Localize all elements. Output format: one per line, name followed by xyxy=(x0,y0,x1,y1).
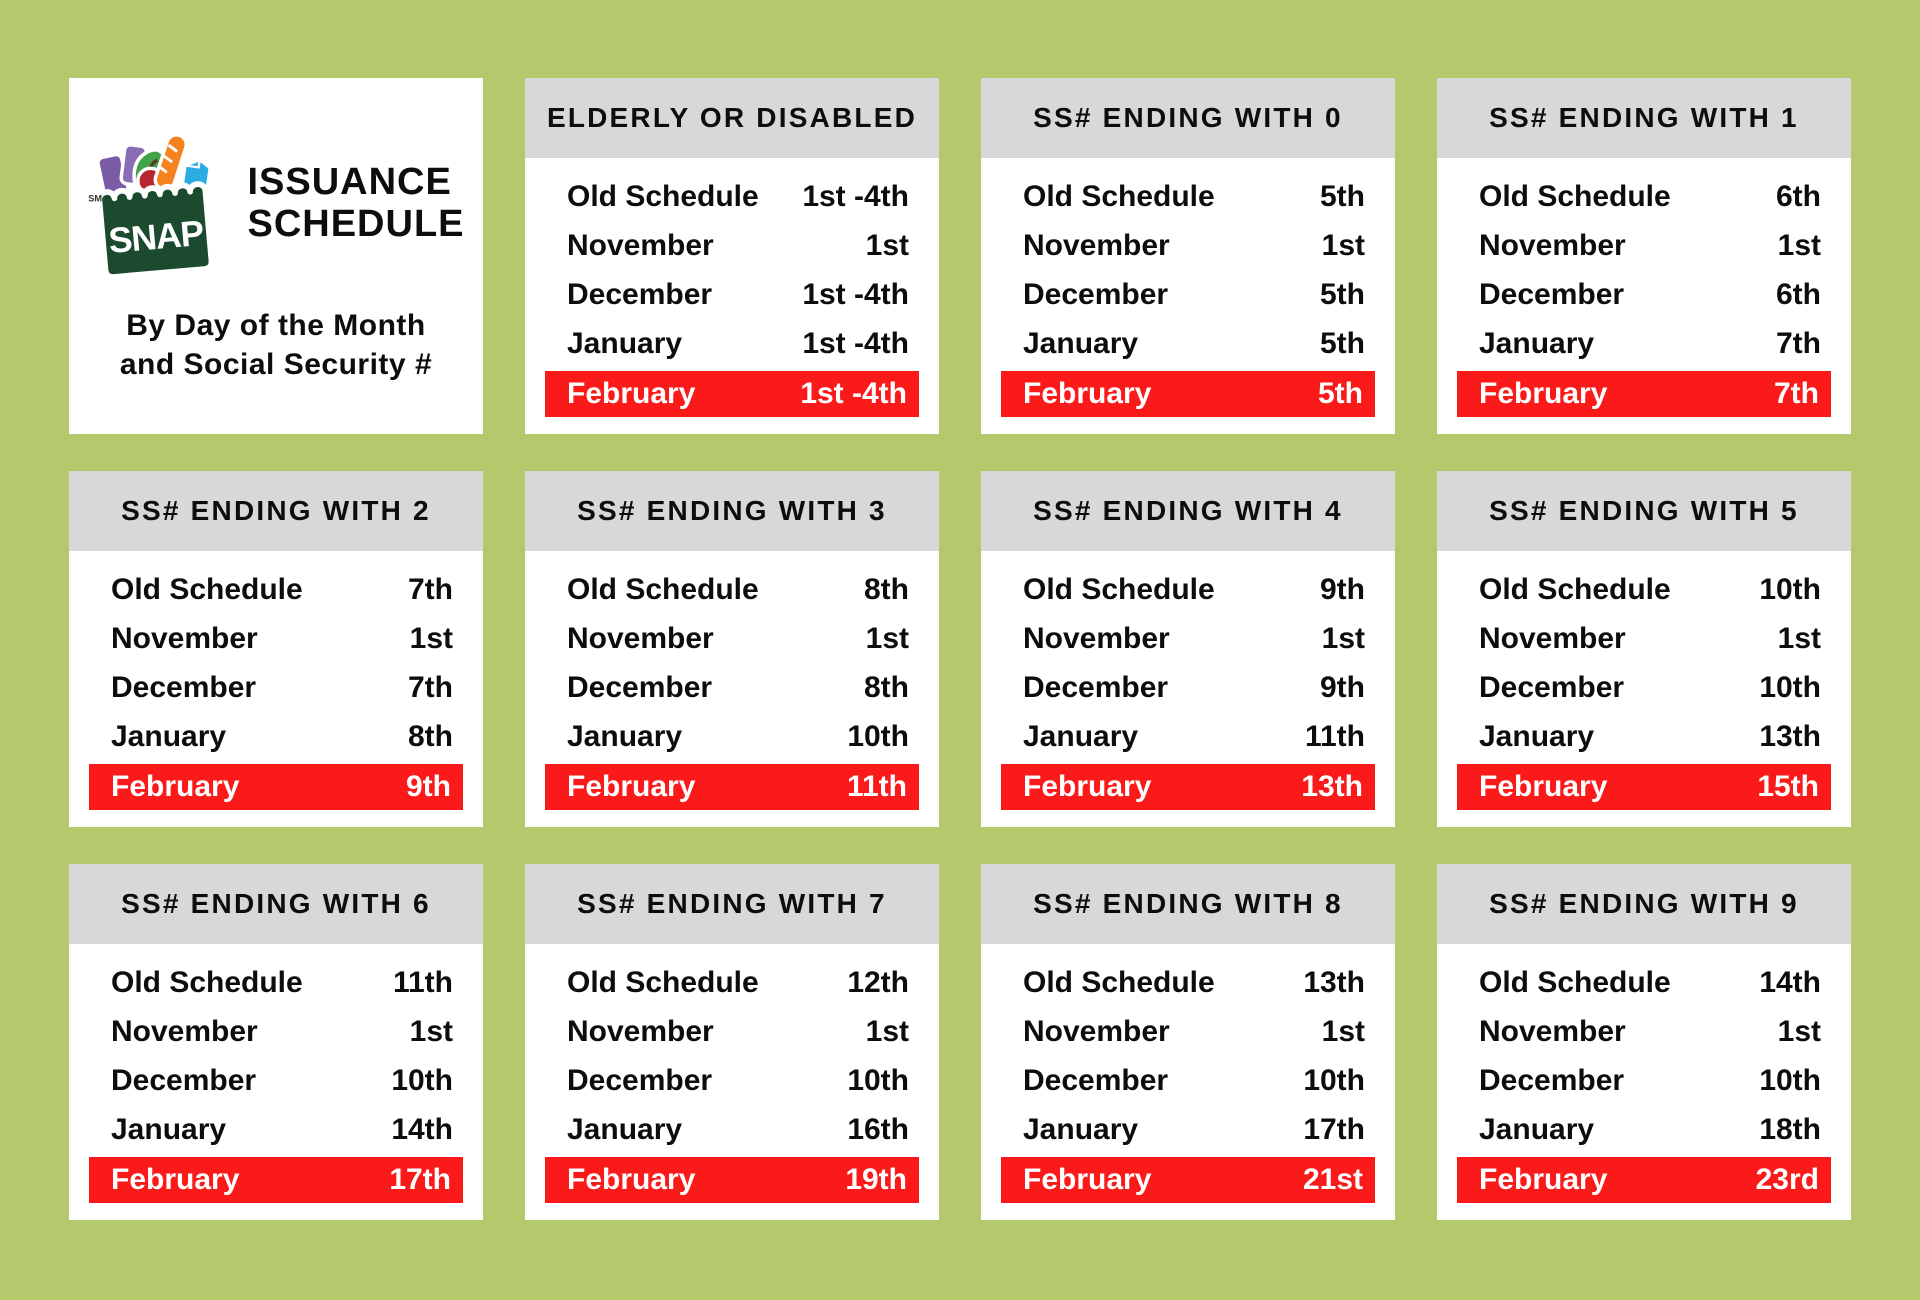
month-row xyxy=(69,958,483,1007)
month-row xyxy=(1437,712,1851,761)
month-label: December xyxy=(1479,1063,1625,1097)
month-label: December xyxy=(567,670,713,704)
month-row xyxy=(1437,172,1851,221)
schedule-card xyxy=(525,78,939,434)
month-value: 18th xyxy=(1759,1112,1821,1146)
month-label: November xyxy=(111,621,258,655)
month-row xyxy=(981,712,1395,761)
month-value: 1st xyxy=(1321,1014,1365,1048)
month-row xyxy=(1437,565,1851,614)
february-highlight-row xyxy=(545,764,919,810)
card-body xyxy=(525,158,939,417)
month-row xyxy=(525,319,939,368)
february-highlight-row xyxy=(1457,371,1831,417)
card-body xyxy=(525,551,939,810)
month-value: 17th xyxy=(1303,1112,1365,1146)
month-value: 5th xyxy=(1320,277,1365,311)
month-value: 17th xyxy=(389,1163,451,1196)
month-value: 1st -4th xyxy=(802,179,909,213)
month-value: 1st -4th xyxy=(802,326,909,360)
month-value: 1st xyxy=(409,1014,453,1048)
month-label: Old Schedule xyxy=(1479,572,1671,606)
february-highlight-row xyxy=(545,1157,919,1203)
schedule-card xyxy=(69,864,483,1220)
month-row xyxy=(1437,1007,1851,1056)
february-highlight-row xyxy=(89,1157,463,1203)
month-row xyxy=(525,712,939,761)
month-value: 16th xyxy=(847,1112,909,1146)
month-value: 1st -4th xyxy=(802,277,909,311)
month-value: 9th xyxy=(406,770,451,803)
month-row xyxy=(69,712,483,761)
month-row xyxy=(1437,958,1851,1007)
month-value: 13th xyxy=(1301,770,1363,803)
subtitle-line-1: By Day of the Month xyxy=(126,309,426,342)
month-label: December xyxy=(1023,277,1169,311)
card-title: SS# ENDING WITH 0 xyxy=(981,78,1395,158)
month-value: 1st xyxy=(865,1014,909,1048)
month-row xyxy=(69,1056,483,1105)
month-row xyxy=(525,1056,939,1105)
brand-header xyxy=(87,128,464,280)
card-body xyxy=(1437,944,1851,1203)
month-value: 12th xyxy=(847,965,909,999)
month-value: 7th xyxy=(1774,377,1819,410)
month-label: February xyxy=(567,770,696,803)
month-row xyxy=(525,270,939,319)
month-label: January xyxy=(1023,719,1139,753)
month-value: 10th xyxy=(1759,670,1821,704)
month-label: January xyxy=(1479,719,1595,753)
month-label: February xyxy=(1479,1163,1608,1196)
card-body xyxy=(525,944,939,1203)
month-value: 1st xyxy=(1321,621,1365,655)
month-row xyxy=(525,614,939,663)
february-highlight-row xyxy=(1001,764,1375,810)
month-row xyxy=(525,663,939,712)
month-row xyxy=(1437,221,1851,270)
month-value: 10th xyxy=(1759,572,1821,606)
month-label: Old Schedule xyxy=(111,572,303,606)
month-label: Old Schedule xyxy=(1023,179,1215,213)
month-row xyxy=(1437,614,1851,663)
schedule-card xyxy=(1437,78,1851,434)
month-value: 1st xyxy=(865,228,909,262)
month-label: November xyxy=(1023,228,1170,262)
snap-bag-icon xyxy=(99,183,212,277)
card-body xyxy=(981,944,1395,1203)
month-row xyxy=(525,1105,939,1154)
month-value: 1st xyxy=(409,621,453,655)
month-value: 10th xyxy=(391,1063,453,1097)
month-label: December xyxy=(1023,670,1169,704)
february-highlight-row xyxy=(545,371,919,417)
service-mark-label: SM xyxy=(88,193,103,204)
month-value: 14th xyxy=(1759,965,1821,999)
month-label: Old Schedule xyxy=(567,572,759,606)
month-label: December xyxy=(567,277,713,311)
month-value: 11th xyxy=(1304,719,1365,753)
month-label: February xyxy=(567,377,696,410)
month-label: Old Schedule xyxy=(1479,965,1671,999)
month-row xyxy=(69,614,483,663)
month-label: Old Schedule xyxy=(1023,965,1215,999)
month-row xyxy=(1437,1056,1851,1105)
february-highlight-row xyxy=(1457,764,1831,810)
month-label: January xyxy=(567,719,683,753)
month-value: 9th xyxy=(1320,670,1365,704)
month-label: December xyxy=(111,1063,257,1097)
card-title: SS# ENDING WITH 5 xyxy=(1437,471,1851,551)
month-row xyxy=(981,1105,1395,1154)
month-label: February xyxy=(1479,377,1608,410)
month-value: 7th xyxy=(408,572,453,606)
month-value: 10th xyxy=(1303,1063,1365,1097)
month-label: November xyxy=(111,1014,258,1048)
month-row xyxy=(981,1056,1395,1105)
month-label: February xyxy=(1023,770,1152,803)
month-label: January xyxy=(1479,1112,1595,1146)
schedule-card xyxy=(981,471,1395,827)
month-label: November xyxy=(567,228,714,262)
month-value: 10th xyxy=(847,719,909,753)
month-label: December xyxy=(111,670,257,704)
card-title: SS# ENDING WITH 9 xyxy=(1437,864,1851,944)
card-body xyxy=(1437,158,1851,417)
month-label: January xyxy=(1479,326,1595,360)
month-row xyxy=(69,565,483,614)
card-title: SS# ENDING WITH 7 xyxy=(525,864,939,944)
month-label: November xyxy=(1479,228,1626,262)
month-label: November xyxy=(1023,621,1170,655)
month-row xyxy=(1437,319,1851,368)
month-label: November xyxy=(1023,1014,1170,1048)
month-value: 8th xyxy=(864,670,909,704)
month-label: February xyxy=(111,770,240,803)
page-title xyxy=(247,162,464,246)
month-label: December xyxy=(567,1063,713,1097)
month-label: January xyxy=(1023,326,1139,360)
card-title: SS# ENDING WITH 4 xyxy=(981,471,1395,551)
month-value: 7th xyxy=(408,670,453,704)
month-label: November xyxy=(567,1014,714,1048)
february-highlight-row xyxy=(1457,1157,1831,1203)
card-body xyxy=(981,551,1395,810)
month-label: November xyxy=(567,621,714,655)
month-value: 1st xyxy=(865,621,909,655)
schedule-card xyxy=(1437,864,1851,1220)
card-title: SS# ENDING WITH 2 xyxy=(69,471,483,551)
month-row xyxy=(981,565,1395,614)
month-value: 10th xyxy=(1759,1063,1821,1097)
month-label: December xyxy=(1479,277,1625,311)
month-row xyxy=(981,614,1395,663)
month-row xyxy=(1437,1105,1851,1154)
month-row xyxy=(525,565,939,614)
month-label: Old Schedule xyxy=(567,179,759,213)
card-body xyxy=(69,551,483,810)
page-subtitle xyxy=(120,306,432,384)
february-highlight-row xyxy=(89,764,463,810)
month-row xyxy=(981,319,1395,368)
card-body xyxy=(981,158,1395,417)
subtitle-line-2: and Social Security # xyxy=(119,348,433,381)
month-label: January xyxy=(567,326,683,360)
month-row xyxy=(525,221,939,270)
card-title: SS# ENDING WITH 3 xyxy=(525,471,939,551)
month-row xyxy=(981,1007,1395,1056)
month-row xyxy=(981,663,1395,712)
february-highlight-row xyxy=(1001,371,1375,417)
month-row xyxy=(525,1007,939,1056)
month-value: 19th xyxy=(845,1163,907,1196)
month-value: 6th xyxy=(1776,179,1821,213)
card-title: SS# ENDING WITH 8 xyxy=(981,864,1395,944)
month-row xyxy=(525,172,939,221)
month-value: 10th xyxy=(847,1063,909,1097)
card-body xyxy=(1437,551,1851,810)
month-value: 13th xyxy=(1759,719,1821,753)
month-label: February xyxy=(111,1163,240,1196)
month-value: 5th xyxy=(1320,179,1365,213)
schedule-card xyxy=(981,864,1395,1220)
month-value: 11th xyxy=(392,965,453,999)
month-value: 15th xyxy=(1757,770,1819,803)
schedule-card xyxy=(1437,471,1851,827)
card-title: ELDERLY OR DISABLED xyxy=(525,78,939,158)
snap-logo xyxy=(87,128,237,280)
month-label: December xyxy=(1479,670,1625,704)
month-value: 13th xyxy=(1303,965,1365,999)
month-label: February xyxy=(567,1163,696,1196)
schedule-card xyxy=(981,78,1395,434)
month-label: February xyxy=(1023,377,1152,410)
month-row xyxy=(981,270,1395,319)
month-label: February xyxy=(1023,1163,1152,1196)
title-line-2: SCHEDULE xyxy=(247,203,465,245)
month-value: 1st xyxy=(1777,621,1821,655)
month-row xyxy=(981,172,1395,221)
month-label: December xyxy=(1023,1063,1169,1097)
month-row xyxy=(69,663,483,712)
month-value: 14th xyxy=(391,1112,453,1146)
month-value: 9th xyxy=(1320,572,1365,606)
month-label: Old Schedule xyxy=(567,965,759,999)
month-row xyxy=(1437,270,1851,319)
month-value: 11th xyxy=(846,770,907,803)
month-label: Old Schedule xyxy=(1023,572,1215,606)
cards-grid xyxy=(69,78,1851,1220)
card-title: SS# ENDING WITH 1 xyxy=(1437,78,1851,158)
month-row xyxy=(981,958,1395,1007)
card-body xyxy=(69,944,483,1203)
month-value: 1st xyxy=(1777,228,1821,262)
schedule-card xyxy=(525,471,939,827)
month-value: 5th xyxy=(1320,326,1365,360)
month-row xyxy=(69,1105,483,1154)
february-highlight-row xyxy=(1001,1157,1375,1203)
month-label: January xyxy=(567,1112,683,1146)
month-value: 1st -4th xyxy=(800,377,907,410)
month-label: November xyxy=(1479,621,1626,655)
month-label: January xyxy=(111,1112,227,1146)
month-value: 5th xyxy=(1318,377,1363,410)
month-label: November xyxy=(1479,1014,1626,1048)
month-label: Old Schedule xyxy=(1479,179,1671,213)
month-value: 8th xyxy=(864,572,909,606)
month-value: 23rd xyxy=(1755,1163,1819,1196)
month-row xyxy=(981,221,1395,270)
month-value: 1st xyxy=(1321,228,1365,262)
month-label: January xyxy=(1023,1112,1139,1146)
month-row xyxy=(1437,663,1851,712)
snap-bag-label: SNAP xyxy=(107,212,206,262)
month-value: 7th xyxy=(1776,326,1821,360)
schedule-card xyxy=(69,471,483,827)
card-title: SS# ENDING WITH 6 xyxy=(69,864,483,944)
month-label: Old Schedule xyxy=(111,965,303,999)
month-label: February xyxy=(1479,770,1608,803)
month-value: 8th xyxy=(408,719,453,753)
brand-card xyxy=(69,78,483,434)
month-value: 21st xyxy=(1302,1163,1363,1196)
month-row xyxy=(69,1007,483,1056)
month-value: 6th xyxy=(1776,277,1821,311)
month-label: January xyxy=(111,719,227,753)
month-row xyxy=(525,958,939,1007)
month-value: 1st xyxy=(1777,1014,1821,1048)
title-line-1: ISSUANCE xyxy=(247,161,452,204)
schedule-card xyxy=(525,864,939,1220)
